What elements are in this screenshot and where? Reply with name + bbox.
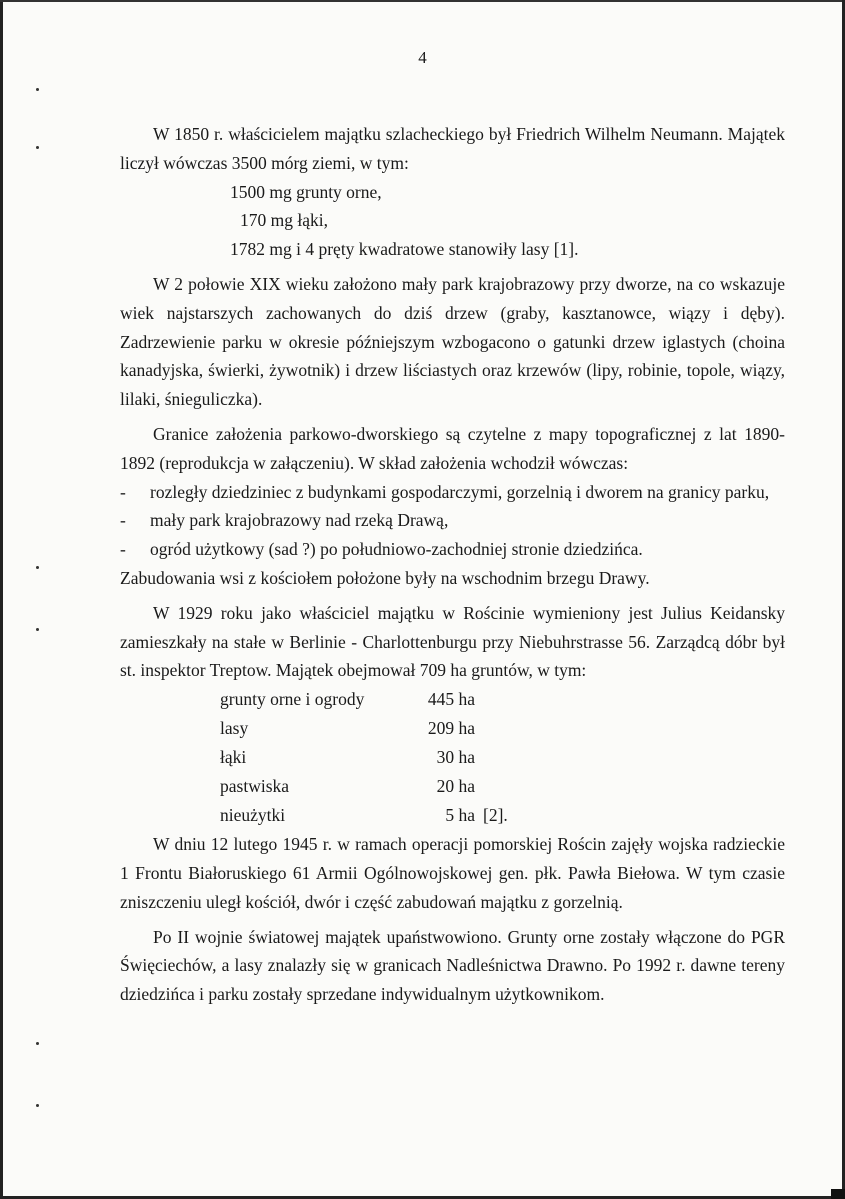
- land-table-1929: [220, 685, 508, 830]
- list-item-text: ogród użytkowy (sad ?) po południowo-zachodniej stronie dziedzińca.: [150, 539, 643, 560]
- land-item: 170 mg łąki,: [240, 210, 328, 231]
- scan-border-top: [0, 0, 845, 2]
- scan-speck: [36, 88, 39, 91]
- scan-border-left: [0, 0, 3, 1199]
- body-text: [120, 120, 785, 1009]
- page-number: 4: [418, 48, 427, 67]
- list-item-text: mały park krajobrazowy nad rzeką Drawą,: [150, 510, 449, 531]
- land-item: 1500 mg grunty orne,: [230, 181, 382, 202]
- table-row: łąki 30 ha: [220, 747, 475, 768]
- scan-speck: [36, 1042, 39, 1045]
- scan-speck: [36, 566, 39, 569]
- list-item: - rozległy dziedziniec z budynkami gospodarczymi, gorzelnią i dworem na granicy parku,: [120, 481, 770, 502]
- list-item-text: rozległy dziedziniec z budynkami gospodarczymi, gorzelnią i dworem na granicy parku,: [150, 481, 770, 502]
- paragraph-7: Po II wojnie światowej majątek upaństwowiono. Grunty orne zostały włączone do PGR Święciechów, a lasy znalazły się w granicach Nadleśnictwa Drawno. Po 1992 r. dawne tereny dziedzińca i parku zostały sprzedane indywidualnym użytkownikom.: [120, 926, 785, 1005]
- scan-speck: [36, 146, 39, 149]
- paragraph-5: W 1929 roku jako właściciel majątku w Rościnie wymieniony jest Julius Keidansky zamieszkały na stałe w Berlinie - Charlottenburgu przy Niebuhrstrasse 56. Zarządcą dóbr był st. inspektor Treptow. Majątek obejmował 709 ha gruntów, w tym:: [120, 602, 785, 681]
- scan-speck: [36, 1104, 39, 1107]
- paragraph-4: Zabudowania wsi z kościołem położone były na wschodnim brzegu Drawy.: [120, 567, 650, 588]
- table-row: nieużytki 5 ha [2].: [220, 805, 508, 826]
- table-row: lasy 209 ha: [220, 718, 475, 739]
- list-item: - ogród użytkowy (sad ?) po południowo-zachodniej stronie dziedzińca.: [120, 539, 643, 560]
- land-list-1850: [120, 178, 785, 264]
- paragraph-2: W 2 połowie XIX wieku założono mały park krajobrazowy przy dworze, na co wskazuje wiek najstarszych zachowanych do dziś drzew (graby, kasztanowce, wiązy i dęby). Zadrzewienie parku w okresie późniejszym wzbogacono o gatunki drzew iglastych (choina kanadyjska, świerki, żywotnik) i drzew liściastych oraz krzewów (lipy, robinie, topole, wiązy, lilaki, śnieguliczka).: [120, 273, 785, 410]
- paragraph-6: W dniu 12 lutego 1945 r. w ramach operacji pomorskiej Rościn zajęły wojska radzieckie 1 Frontu Białoruskiego 61 Armii Ogólnowojskowej gen. płk. Pawła Biełowa. W tym czasie zniszczeniu uległ kościół, dwór i część zabudowań majątku z gorzelnią.: [120, 834, 785, 912]
- land-item: 1782 mg i 4 pręty kwadratowe stanowiły lasy [1].: [230, 239, 579, 260]
- table-row: grunty orne i ogrody 445 ha: [220, 689, 475, 710]
- paragraph-3: Granice założenia parkowo-dworskiego są czytelne z mapy topograficznej z lat 1890-1892 (reprodukcja w załączeniu). W skład założenia wchodził wówczas:: [120, 423, 785, 473]
- table-row: pastwiska 20 ha: [220, 776, 475, 797]
- scan-speck: [36, 628, 39, 631]
- list-item: - mały park krajobrazowy nad rzeką Drawą,: [120, 510, 449, 531]
- paragraph-1: W 1850 r. właścicielem majątku szlacheckiego był Friedrich Wilhelm Neumann. Majątek liczył wówczas 3500 mórg ziemi, w tym:: [120, 124, 785, 173]
- scan-corner-mark: [831, 1189, 845, 1199]
